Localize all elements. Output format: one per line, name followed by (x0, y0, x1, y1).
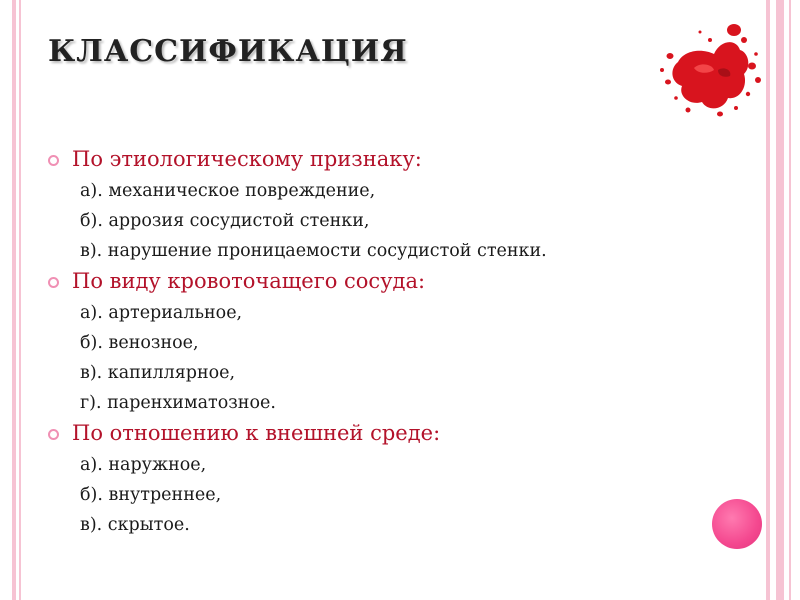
section-heading (48, 266, 748, 296)
classification-list (48, 144, 748, 540)
left-border-stripe-thin (19, 0, 21, 600)
section-heading-text: По этиологическому признаку: (72, 147, 422, 171)
section-heading-text: По виду кровоточащего сосуда: (72, 269, 426, 293)
section-vessel-type (48, 266, 748, 418)
list-item: а). наружное, (80, 455, 207, 475)
pink-circle-icon (712, 499, 762, 549)
section-heading (48, 418, 748, 448)
section-heading (48, 144, 748, 174)
section-external-environment (48, 418, 748, 540)
section-etiology (48, 144, 748, 266)
list-item: в). капиллярное, (80, 363, 236, 383)
list-item: г). паренхиматозное. (80, 393, 276, 413)
list-item: а). механическое повреждение, (80, 181, 376, 201)
bullet-icon (48, 155, 59, 166)
list-item: б). внутреннее, (80, 485, 222, 505)
slide-title: КЛАССИФИКАЦИЯ (48, 34, 408, 69)
section-heading-text: По отношению к внешней среде: (72, 421, 441, 445)
list-item: а). артериальное, (80, 303, 243, 323)
left-border-stripe (12, 0, 16, 600)
list-item: б). аррозия сосудистой стенки, (80, 211, 370, 231)
list-item: в). скрытое. (80, 515, 190, 535)
list-item: б). венозное, (80, 333, 199, 353)
right-border-stripe-wide (776, 0, 784, 600)
right-border-stripe-thin (789, 0, 791, 600)
bullet-icon (48, 277, 59, 288)
bullet-icon (48, 429, 59, 440)
blood-splatter-icon (648, 10, 768, 120)
list-item: в). нарушение проницаемости сосудистой стенки. (80, 241, 547, 261)
